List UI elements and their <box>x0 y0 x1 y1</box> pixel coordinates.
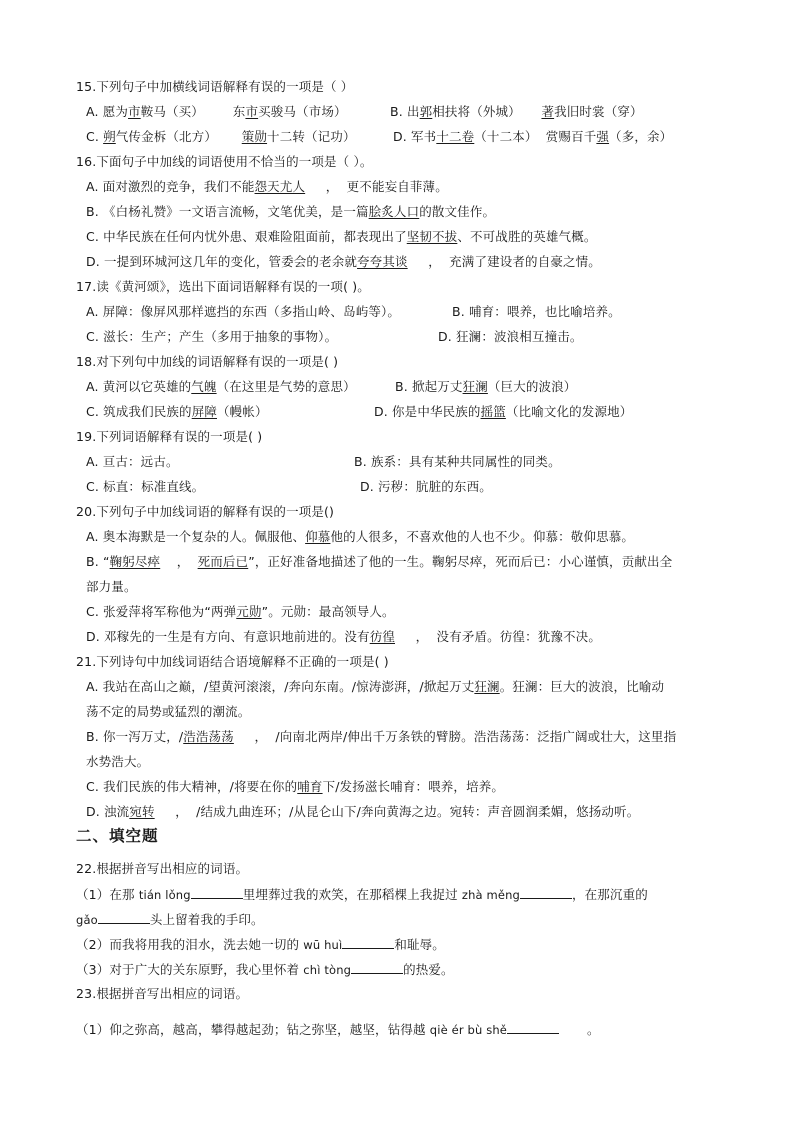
q18-d-text: D. 你是中华民族的 <box>374 404 481 419</box>
q21-c-underlined: 哺育 <box>297 779 323 794</box>
q22-1-pinyin-2: zhà měng <box>461 888 520 902</box>
q15-option-a[interactable] <box>86 103 347 121</box>
q16-a-text-2: ， 更不能妄自菲薄。 <box>305 179 448 194</box>
question-22-stem: 22.根据拼音写出相应的词语。 <box>76 861 249 876</box>
q21-d-text: D. 浊流 <box>86 804 130 819</box>
q16-d-underlined: 夸夸其谈 <box>357 254 408 269</box>
q18-option-d[interactable] <box>374 403 632 421</box>
q20-c-text: C. 张爱萍将军称他为“两弹 <box>86 604 237 619</box>
q22-3-text-2: 的热爱。 <box>403 962 454 977</box>
q23-1-pinyin: qiè ér bù shě <box>429 1023 508 1037</box>
q16-c-text: C. 中华民族在任何内忧外患、艰难险阻面前，都表现出了 <box>86 229 407 244</box>
answer-blank-1[interactable] <box>191 885 243 899</box>
q15-a-underlined-2: 市 <box>245 104 259 119</box>
q22-item-3 <box>76 960 454 979</box>
q21-d-underlined: 宛转 <box>129 804 155 819</box>
q16-d-text-2: ， 充满了建设者的自豪之情。 <box>407 254 601 269</box>
q20-a-text: A. 奥本海默是一个复杂的人。佩服他、 <box>86 529 306 544</box>
q18-option-a[interactable] <box>86 378 356 396</box>
q17-option-c[interactable]: C. 滋长：生产；产生（多用于抽象的事物）。 <box>86 329 338 344</box>
q18-b-text: B. 掀起万丈 <box>395 379 463 394</box>
q23-item-1 <box>76 1020 600 1039</box>
q19-option-c[interactable]: C. 标直：标准直线。 <box>86 479 205 494</box>
q16-c-text-2: 、不可战胜的英雄气概。 <box>457 229 597 244</box>
q20-a-underlined: 仰慕 <box>305 529 331 544</box>
section-heading-fill-in: 二、填空题 <box>76 827 159 845</box>
q21-d-text-2: ， /结成九曲连环；/从昆仑山下/奔向黄海之边。宛转：声音圆润柔媚，悠扬动听。 <box>154 804 640 819</box>
q21-option-b[interactable] <box>86 728 676 746</box>
q20-option-b[interactable] <box>86 553 672 571</box>
q20-option-a[interactable] <box>86 528 634 546</box>
q22-1-text-4: 头上留着我的手印。 <box>149 912 264 927</box>
q16-b-underlined: 脍炙人口 <box>368 204 420 219</box>
q15-c-underlined-2: 策勋 <box>241 129 268 144</box>
q15-d-underlined-2: 强 <box>596 129 610 144</box>
q23-1-text-2: 。 <box>587 1022 600 1037</box>
q21-option-b-continued: 水势浩大。 <box>86 754 150 769</box>
q16-b-text: B. 《白杨礼赞》一文语言流畅，文笔优美，是一篇 <box>86 204 369 219</box>
q15-d-text-3: （多，余） <box>609 129 673 144</box>
question-15-stem: 15.下列句子中加横线词语解释有误的一项是（ ） <box>76 79 354 94</box>
question-18-stem: 18.对下列句中加线的词语解释有误的一项是( ) <box>76 354 339 369</box>
q16-d-text: D. 一提到环城河这几年的变化，管委会的老余就 <box>86 254 358 269</box>
q20-b-text-3: ”，正好准备地描述了他的一生。鞠躬尽瘁，死而后已：小心谨慎，贡献出全 <box>248 554 673 569</box>
q18-c-text-2: （幔帐） <box>217 404 268 419</box>
q15-c-underlined-1: 朔 <box>103 129 116 144</box>
q20-option-b-continued: 部力量。 <box>86 579 137 594</box>
q21-c-text: C. 我们民族的伟大精神，/将要在你的 <box>86 779 298 794</box>
q21-a-underlined: 狂澜 <box>474 679 500 694</box>
q15-b-text-3: 我旧时裳（穿） <box>554 104 643 119</box>
q15-option-c[interactable] <box>86 128 356 146</box>
answer-blank-5[interactable] <box>351 960 403 974</box>
q15-b-text-2: 相扶将（外城） <box>432 104 542 119</box>
q15-a-underlined-1: 市 <box>128 104 141 119</box>
q22-2-pinyin: wū huì <box>303 938 343 952</box>
q22-item-2 <box>76 935 445 954</box>
q15-b-underlined-2: 著 <box>541 104 555 119</box>
q16-a-text: A. 面对激烈的竞争，我们不能 <box>86 179 255 194</box>
q20-c-text-2: ”。元勋：最高领导人。 <box>261 604 395 619</box>
q19-option-a[interactable]: A. 亘古：远古。 <box>86 454 179 469</box>
q21-b-underlined: 浩浩荡荡 <box>183 729 234 744</box>
q18-a-text: A. 黄河以它英雄的 <box>86 379 192 394</box>
question-17-stem: 17.读《黄河颂》，选出下面词语解释有误的一项( )。 <box>76 279 370 294</box>
q23-1-text: （1）仰之弥高，越高，攀得越起劲；钻之弥坚，越坚，钻得越 <box>76 1022 430 1037</box>
q22-1-text-3: ，在那沉重的 <box>571 887 648 902</box>
q20-b-underlined-1: 鞠躬尽瘁 <box>109 554 161 569</box>
q16-c-underlined: 坚韧不拔 <box>406 229 458 244</box>
q21-option-d[interactable] <box>86 803 639 821</box>
q15-d-underlined-1: 十二卷 <box>436 129 475 144</box>
q15-c-text-3: 十二转（记功） <box>267 129 356 144</box>
q15-option-b[interactable] <box>390 103 643 121</box>
q17-option-a[interactable]: A. 屏障：像屏风那样遮挡的东西（多指山岭、岛屿等）。 <box>86 304 401 319</box>
q19-option-d[interactable]: D. 污秽：肮脏的东西。 <box>360 479 492 494</box>
q16-b-text-2: 的散文佳作。 <box>419 204 496 219</box>
q18-option-c[interactable] <box>86 403 268 421</box>
q18-b-text-2: （巨大的波浪） <box>487 379 577 394</box>
q15-option-d[interactable] <box>393 128 672 146</box>
q22-3-text: （3）对于广大的关东原野，我心里怀着 <box>76 962 304 977</box>
q18-d-text-2: （比喻文化的发源地） <box>505 404 633 419</box>
q21-a-text-2: 。狂澜：巨大的波浪，比喻动 <box>499 679 665 694</box>
q15-c-text: C. <box>86 129 104 144</box>
q16-option-d[interactable] <box>86 253 601 271</box>
q21-a-text: A. 我站在高山之巅，/望黄河滚滚，/奔向东南。/惊涛澎湃，/掀起万丈 <box>86 679 475 694</box>
q15-b-text: B. 出 <box>390 104 420 119</box>
q22-item-1 <box>76 885 648 904</box>
answer-blank-2[interactable] <box>520 885 572 899</box>
q15-d-text-2: （十二本） 赏赐百千 <box>474 129 597 144</box>
q22-1-pinyin-1: tián lǒng <box>138 888 191 902</box>
q22-1-text: （1）在那 <box>76 887 139 902</box>
q21-b-text: B. 你一泻万丈，/ <box>86 729 184 744</box>
q15-b-underlined-1: 郭 <box>419 104 433 119</box>
q21-option-a-continued: 荡不定的局势或猛烈的潮流。 <box>86 704 251 719</box>
q20-c-underlined: 元勋 <box>236 604 262 619</box>
question-20-stem: 20.下列句子中加线词语的解释有误的一项是() <box>76 504 335 519</box>
q16-option-a[interactable] <box>86 178 448 196</box>
answer-blank-6[interactable] <box>507 1020 559 1034</box>
q18-d-underlined: 摇篮 <box>480 404 506 419</box>
question-21-stem: 21.下列诗句中加线词语结合语境解释不正确的一项是( ) <box>76 654 389 669</box>
q18-c-underlined: 屏障 <box>191 404 217 419</box>
question-23-stem: 23.根据拼音写出相应的词语。 <box>76 986 249 1001</box>
q22-2-text-2: 和耻辱。 <box>394 937 445 952</box>
q21-option-c[interactable] <box>86 778 504 796</box>
q17-option-d[interactable]: D. 狂澜：波浪相互撞击。 <box>438 329 583 344</box>
q22-1-pinyin-3: gǎo <box>76 913 98 927</box>
q18-a-text-2: （在这里是气势的意思） <box>216 379 356 394</box>
q20-b-text: B. “ <box>86 554 110 569</box>
q20-option-c[interactable] <box>86 603 395 621</box>
q16-option-c[interactable] <box>86 228 597 246</box>
q20-d-text-2: ， 没有矛盾。彷徨：犹豫不决。 <box>395 629 601 644</box>
q20-d-text: D. 邓稼先的一生是有方向、有意识地前进的。没有 <box>86 629 370 644</box>
q21-option-a[interactable] <box>86 678 664 696</box>
q16-a-underlined: 怨天尤人 <box>254 179 306 194</box>
q18-option-b[interactable] <box>395 378 576 396</box>
question-19-stem: 19.下列词语解释有误的一项是( ) <box>76 429 263 444</box>
q20-b-text-2: ， <box>160 554 198 569</box>
q18-a-underlined: 气魄 <box>191 379 217 394</box>
q22-3-pinyin: chì tòng <box>303 963 352 977</box>
q21-b-text-2: ， /向南北两岸/伸出千万条铁的臂膀。浩浩荡荡：泛指广阔或壮大，这里指 <box>233 729 677 744</box>
q16-option-b[interactable] <box>86 203 495 221</box>
question-16-stem: 16.下面句子中加线的词语使用不恰当的一项是（ ）。 <box>76 154 373 169</box>
q15-d-text: D. 军书 <box>393 129 437 144</box>
q15-a-text: A. 愿为 <box>86 104 129 119</box>
q15-a-text-3: 买骏马（市场） <box>258 104 347 119</box>
q22-item-1-continued <box>76 910 264 929</box>
answer-blank-4[interactable] <box>342 935 394 949</box>
q22-2-text: （2）而我将用我的泪水，洗去她一切的 <box>76 937 304 952</box>
q20-a-text-2: 他的人很多，不喜欢他的人也不少。仰慕：敬仰思慕。 <box>330 529 635 544</box>
q21-c-text-2: 下/发扬滋长哺育：喂养，培养。 <box>322 779 505 794</box>
answer-blank-3[interactable] <box>98 910 150 924</box>
q18-b-underlined: 狂澜 <box>462 379 488 394</box>
q20-b-underlined-2: 死而后已 <box>197 554 249 569</box>
q20-d-underlined: 彷徨 <box>369 629 395 644</box>
q15-a-text-2: 鞍马（买） 东 <box>140 104 246 119</box>
q20-option-d[interactable] <box>86 628 601 646</box>
q15-c-text-2: 气传金柝（北方） <box>115 129 242 144</box>
q17-option-b[interactable]: B. 哺育：喂养，也比喻培养。 <box>452 304 621 319</box>
q22-1-text-2: 里埋葬过我的欢笑，在那稻棵上我捉过 <box>242 887 462 902</box>
q18-c-text: C. 筑成我们民族的 <box>86 404 192 419</box>
q19-option-b[interactable]: B. 族系：具有某种共同属性的同类。 <box>354 454 561 469</box>
